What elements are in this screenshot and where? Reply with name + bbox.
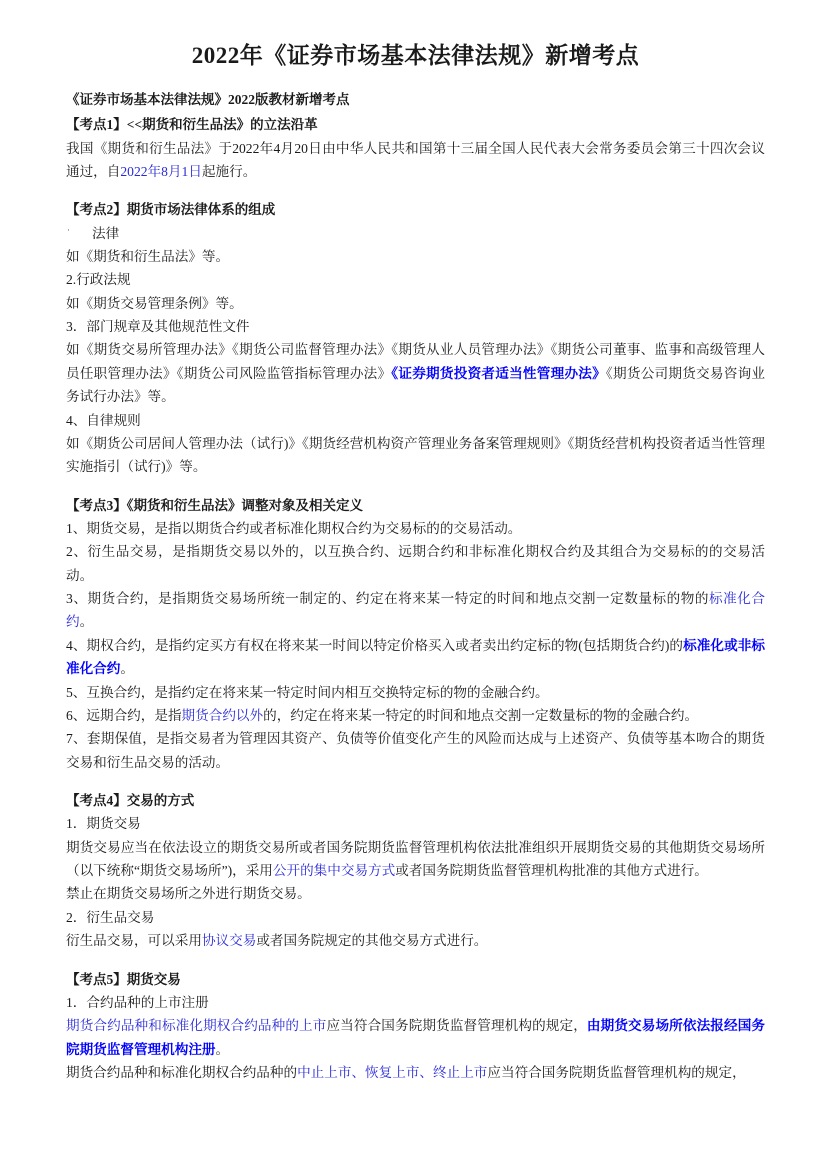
highlighted-text-run: 期货合约以外: [181, 707, 264, 723]
highlighted-text-run: 公开的集中交易方式: [272, 863, 396, 879]
text-run: 应当符合国务院期货监督管理机构的规定，: [487, 1064, 746, 1080]
text-run: 3、期货合约，是指期货交易场所统一制定的、约定在将来某一特定的时间和地点交割一定数量标的物的: [66, 591, 710, 607]
paragraph: [66, 634, 765, 681]
highlighted-text-run: 2022年8月1日: [120, 164, 202, 179]
text-run: 起施行。: [201, 164, 257, 179]
paragraph: [66, 517, 765, 540]
section-gap: [66, 479, 765, 494]
text-run: 1．合约品种的上市注册: [66, 994, 209, 1010]
section-heading: 【考点2】期货市场法律体系的组成: [66, 202, 276, 218]
highlighted-text-run: 标准化或非标准化合约: [66, 637, 765, 677]
text-run: 6、远期合约，是指: [66, 707, 182, 723]
paragraph: [66, 906, 765, 929]
highlighted-text-run: 由期货交易场所依法报经国务院期货监督管理机构注册: [66, 1018, 765, 1057]
text-run: 7、套期保值，是指交易者为管理因其资产、负债等价值变化产生的风险而达成与上述资产、负债等基本吻合的期货交易和衍生品交易的活动。: [66, 731, 765, 770]
text-run: 4、自律规则: [66, 412, 141, 428]
text-run: 5、互换合约，是指约定在将来某一特定时间内相互交换特定标的物的金融合约。: [66, 684, 549, 700]
paragraph: [66, 315, 765, 338]
paragraph: [66, 882, 765, 905]
text-run: 禁止在期货交易场所之外进行期货交易。: [66, 886, 311, 902]
paragraph: [66, 137, 765, 184]
text-run: 的，约定在将来某一特定的时间和地点交割一定数量标的物的金融合约。: [263, 707, 699, 723]
paragraph: [66, 540, 765, 587]
text-run: 。: [79, 614, 94, 630]
text-run: 期货交易应当在依法设立的期货交易所或者国务院期货监督管理机构依法批准组织开展期货交易的其他期货交易场所（以下统称“期货交易场所”)，采用: [66, 839, 765, 879]
text-run: 《期货公司期货交易咨询业务试行办法》等。: [66, 365, 766, 405]
bulleted-paragraph: [66, 222, 765, 245]
section-heading: 【考点4】交易的方式: [66, 793, 195, 809]
paragraph: [66, 991, 765, 1014]
text-run: 2.行政法规: [66, 272, 131, 288]
paragraph: [66, 1014, 765, 1061]
text-run: 3．部门规章及其他规范性文件: [66, 319, 250, 335]
page-title: 2022年《证券市场基本法律法规》新增考点: [191, 43, 640, 68]
paragraph: [66, 812, 765, 835]
text-run: 如《期货公司居间人管理办法（试行)》《期货经营机构资产管理业务备案管理规则》《期货经营机构投资者适当性管理实施指引（试行)》等。: [66, 435, 765, 475]
paragraph: [66, 929, 765, 952]
text-run: 2．衍生品交易: [66, 909, 155, 925]
text-run: 1、期货交易，是指以期货合约或者标准化期权合约为交易标的的交易活动。: [66, 520, 522, 536]
paragraph: [66, 245, 765, 268]
text-run: 或者国务院规定的其他交易方式进行。: [256, 933, 488, 949]
paragraph: [66, 432, 765, 479]
document-subtitle: 《证券市场基本法律法规》2022版教材新增考点: [66, 92, 350, 108]
paragraph: [66, 587, 765, 634]
paragraph: [66, 836, 765, 883]
paragraph: [66, 727, 765, 774]
paragraph: [66, 409, 765, 432]
text-run: 应当符合国务院期货监督管理机构的规定，: [326, 1018, 587, 1034]
text-run: 。: [215, 1041, 230, 1057]
paragraph: [66, 268, 765, 291]
text-run: 我国《期货和衍生品法》于2022年4月20日由中华人民共和国第十三届全国人民代表大会常务委员会第三十四次会议通过，自: [66, 140, 765, 179]
paragraph: [66, 1061, 765, 1084]
text-run: 如《期货交易管理条例》等。: [66, 295, 243, 311]
highlighted-text-run: 协议交易: [201, 933, 257, 949]
text-run: 衍生品交易，可以采用: [66, 933, 202, 949]
sections-container: [66, 113, 765, 1084]
text-run: 。: [120, 661, 134, 677]
section-gap: [66, 953, 765, 968]
paragraph: [66, 704, 765, 727]
section-gap: [66, 183, 765, 198]
section-heading: 【考点5】期货交易: [66, 971, 181, 987]
text-run: 4、期权合约，是指约定买方有权在将来某一时间以特定价格买入或者卖出约定标的物(包括期货合约)的: [66, 637, 684, 653]
section-gap: [66, 774, 765, 789]
paragraph: [66, 681, 765, 704]
text-run: 如《期货和衍生品法》等。: [66, 248, 230, 264]
section-heading: 【考点3】《期货和衍生品法》调整对象及相关定义: [66, 497, 363, 513]
paragraph: [66, 292, 765, 315]
bullet-icon: ·: [67, 224, 70, 235]
text-run: 如《期货交易所管理办法》《期货公司监督管理办法》《期货从业人员管理办法》《期货公司董事、监事和高级管理人员任职管理办法》《期货公司风险监管指标管理办法》: [66, 342, 765, 381]
highlighted-text-run: 中止上市、恢复上市、终止上市: [297, 1064, 488, 1080]
highlighted-text-run: 标准化合约: [66, 591, 766, 630]
text-run: 期货合约品种和标准化期权合约品种的: [66, 1064, 298, 1080]
text-run: 或者国务院期货监督管理机构批准的其他方式进行。: [395, 863, 708, 879]
bullet-text: [80, 226, 119, 241]
text-run: 法律: [92, 225, 120, 241]
highlighted-text-run: 《证券期货投资者适当性管理办法》: [391, 365, 606, 381]
highlighted-text-run: 期货合约品种和标准化期权合约品种的上市: [66, 1018, 327, 1034]
section-heading: 【考点1】<<期货和衍生品法》的立法沿革: [66, 117, 318, 133]
paragraph: [66, 338, 765, 408]
text-run: 2、衍生品交易，是指期货交易以外的，以互换合约、远期合约和非标准化期权合约及其组合为交易标的的交易活动。: [66, 544, 765, 583]
text-run: 1．期货交易: [66, 816, 141, 832]
